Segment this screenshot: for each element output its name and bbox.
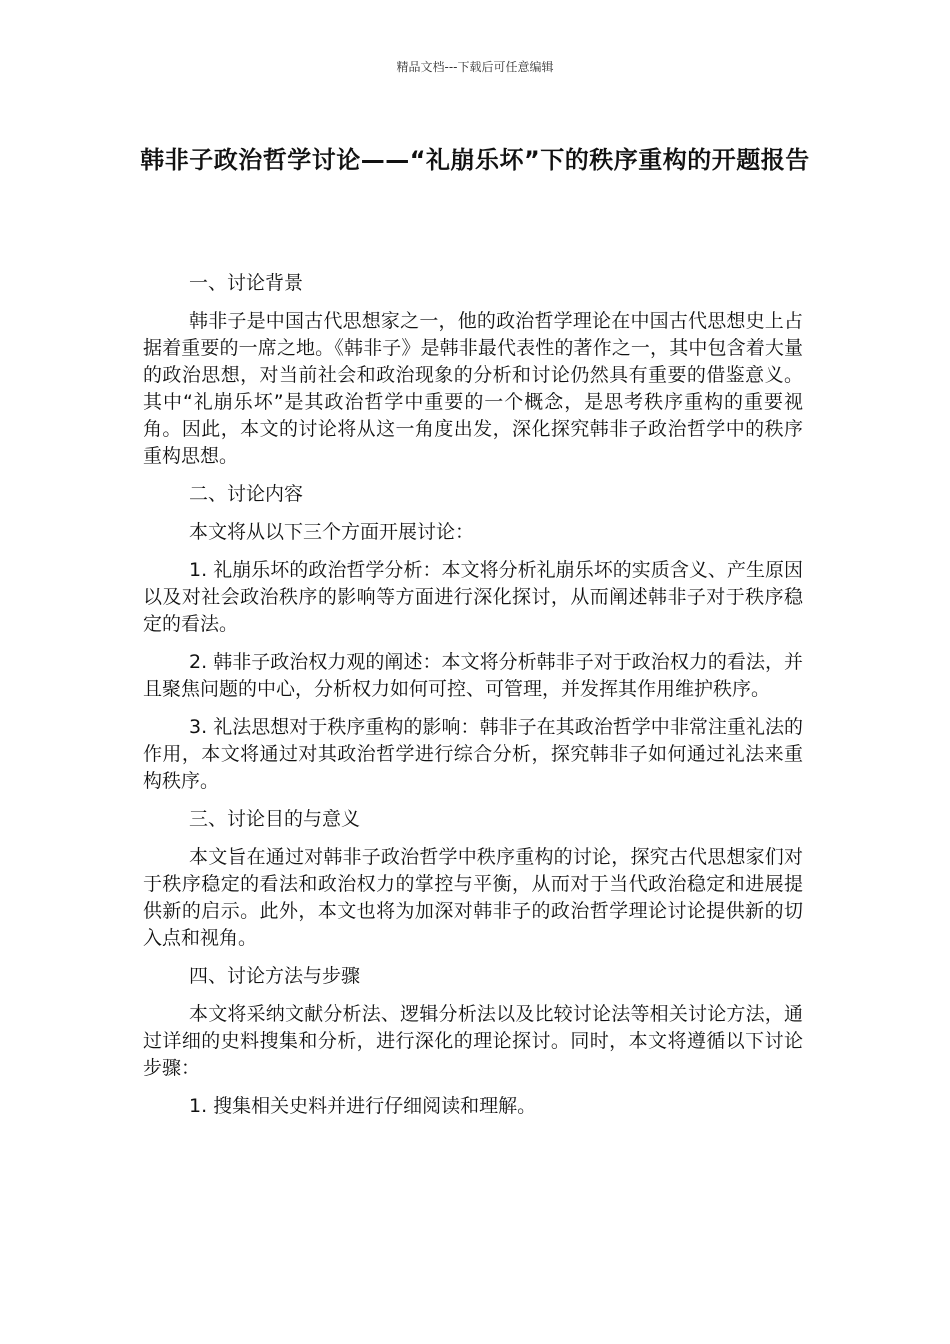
paragraph-methods: 本文将采纳文献分析法、逻辑分析法以及比较讨论法等相关讨论方法，通过详细的史料搜集和分析，进行深化的理论探讨。同时，本文将遵循以下讨论步骤：	[143, 1003, 803, 1079]
section-heading-background: 一、讨论背景	[189, 272, 304, 294]
page-header: 精品文档---下载后可任意编辑	[396, 60, 554, 74]
step-item-1: 1. 搜集相关史料并进行仔细阅读和理解。	[189, 1095, 537, 1117]
document-title: 韩非子政治哲学讨论——“礼崩乐坏”下的秩序重构的开题报告	[140, 146, 810, 174]
section-heading-methods: 四、讨论方法与步骤	[189, 965, 361, 987]
document-body	[143, 270, 803, 1131]
section-heading-purpose: 三、讨论目的与意义	[189, 808, 361, 830]
paragraph-content-intro: 本文将从以下三个方面开展讨论：	[189, 521, 475, 543]
list-item-3: 3. 礼法思想对于秩序重构的影响：韩非子在其政治哲学中非常注重礼法的作用，本文将通过对其政治哲学进行综合分析，探究韩非子如何通过礼法来重构秩序。	[143, 716, 803, 792]
paragraph-background: 韩非子是中国古代思想家之一，他的政治哲学理论在中国古代思想史上占据着重要的一席之地。《韩非子》是韩非最代表性的著作之一，其中包含着大量的政治思想，对当前社会和政治现象的分析和讨论仍然具有重要的借鉴意义。其中“礼崩乐坏”是其政治哲学中重要的一个概念，是思考秩序重构的重要视角。因此，本文的讨论将从这一角度出发，深化探究韩非子政治哲学中的秩序重构思想。	[143, 310, 803, 467]
section-heading-content: 二、讨论内容	[189, 483, 304, 505]
list-item-1: 1. 礼崩乐坏的政治哲学分析：本文将分析礼崩乐坏的实质含义、产生原因以及对社会政治秩序的影响等方面进行深化探讨，从而阐述韩非子对于秩序稳定的看法。	[143, 559, 803, 635]
paragraph-purpose: 本文旨在通过对韩非子政治哲学中秩序重构的讨论，探究古代思想家们对于秩序稳定的看法和政治权力的掌控与平衡，从而对于当代政治稳定和进展提供新的启示。此外，本文也将为加深对韩非子的政治哲学理论讨论提供新的切入点和视角。	[143, 846, 803, 949]
list-item-2: 2. 韩非子政治权力观的阐述：本文将分析韩非子对于政治权力的看法，并且聚焦问题的中心，分析权力如何可控、可管理，并发挥其作用维护秩序。	[143, 651, 803, 700]
